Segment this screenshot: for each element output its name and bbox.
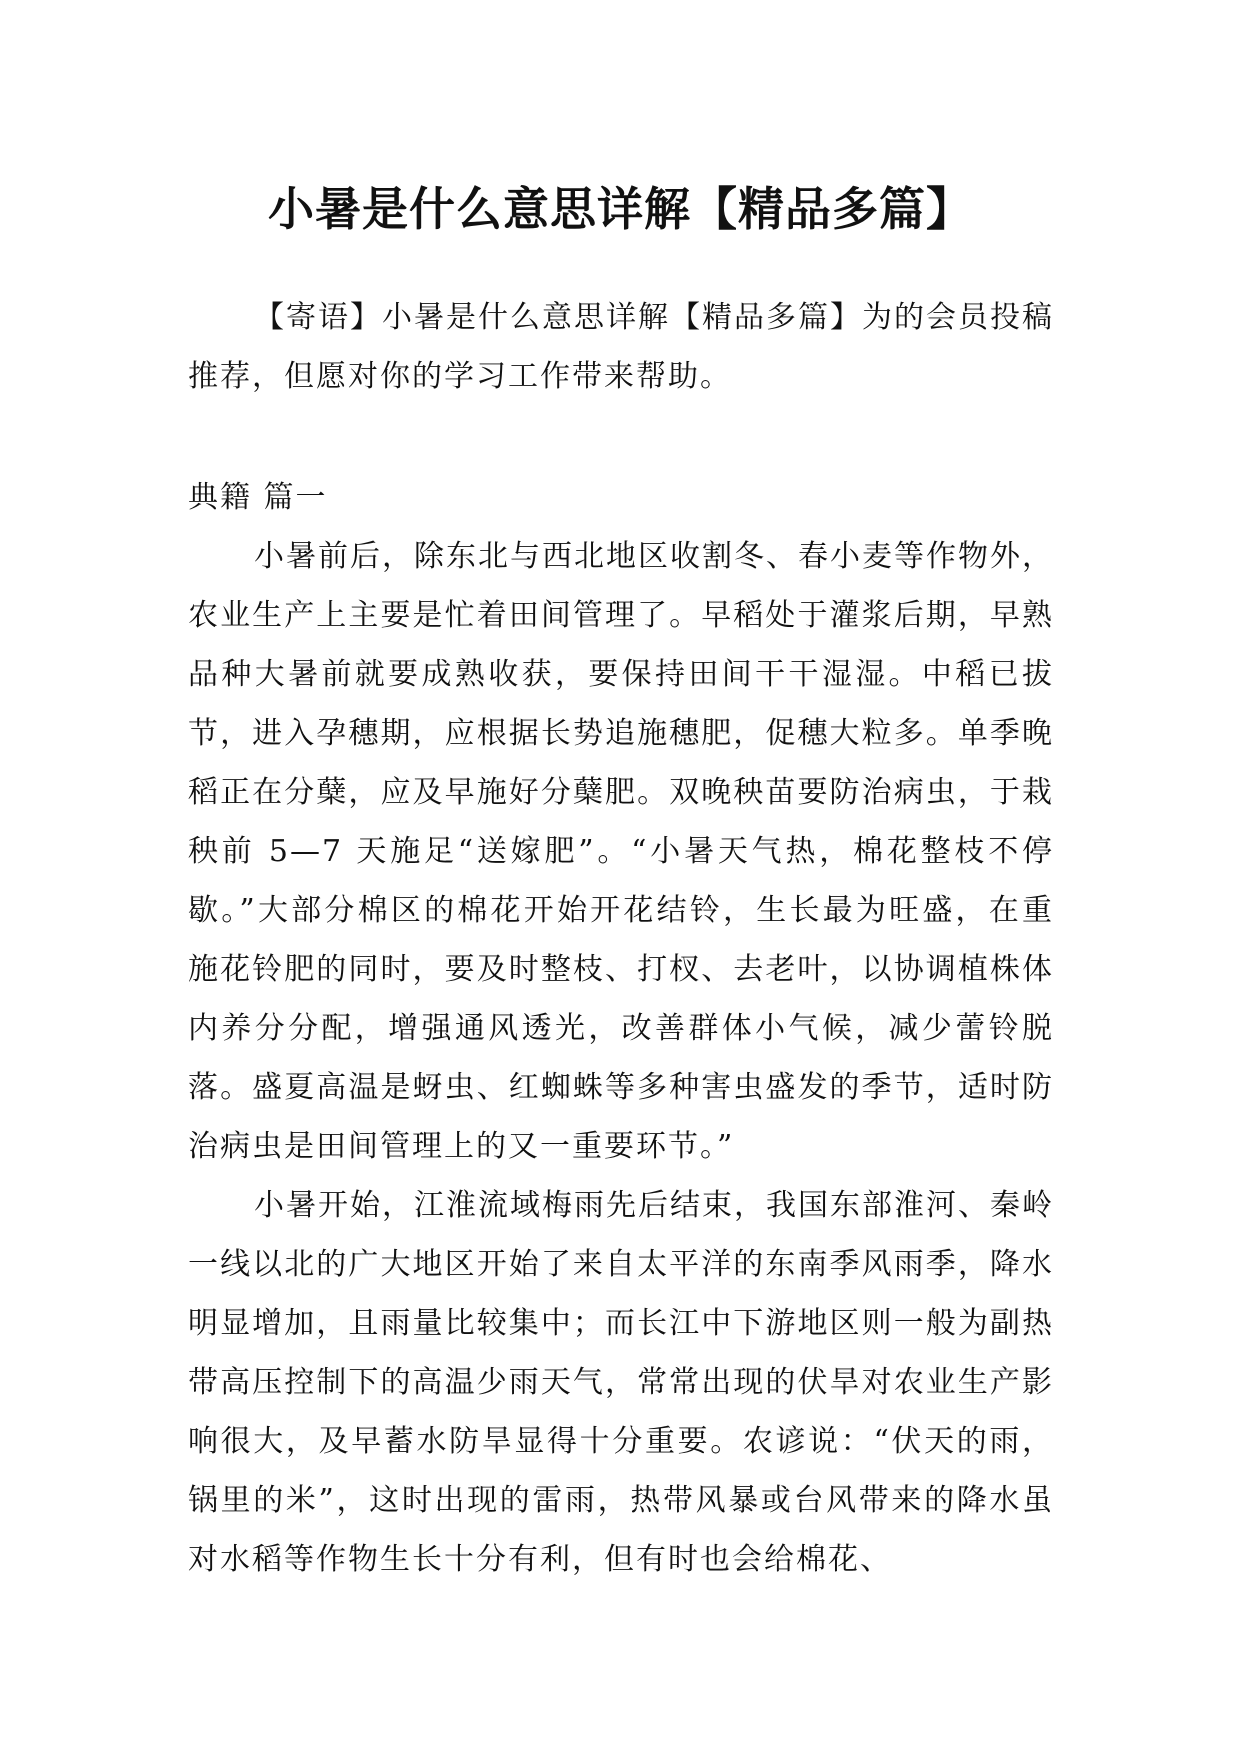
page-title: 小暑是什么意思详解【精品多篇】 (268, 181, 973, 236)
section-block (188, 468, 1054, 1589)
intro-paragraph: 【寄语】小暑是什么意思详解【精品多篇】为的会员投稿推荐，但愿对你的学习工作带来帮助。 (188, 300, 1054, 394)
section-heading: 典籍 篇一 (188, 480, 328, 515)
intro-block (188, 288, 1054, 406)
body-paragraph: 小暑开始，江淮流域梅雨先后结束，我国东部淮河、秦岭一线以北的广大地区开始了来自太平洋的东南季风雨季，降水明显增加，且雨量比较集中；而长江中下游地区则一般为副热带高压控制下的高温少雨天气，常常出现的伏旱对农业生产影响很大，及早蓄水防旱显得十分重要。农谚说：“伏天的雨，锅里的米”，这时出现的雷雨，热带风暴或台风带来的降水虽对水稻等作物生长十分有利，但有时也会给棉花、 (188, 1188, 1054, 1577)
body-paragraph: 小暑前后，除东北与西北地区收割冬、春小麦等作物外，农业生产上主要是忙着田间管理了。早稻处于灌浆后期，早熟品种大暑前就要成熟收获，要保持田间干干湿湿。中稻已拔节，进入孕穗期，应根据长势追施穗肥，促穗大粒多。单季晚稻正在分蘖，应及早施好分蘖肥。双晚秧苗要防治病虫，于栽秧前 5—7 天施足“送嫁肥”。“小暑天气热，棉花整枝不停歇。”大部分棉区的棉花开始开花结铃，生长最为旺盛，在重施花铃肥的同时，要及时整枝、打杈、去老叶，以协调植株体内养分分配，增强通风透光，改善群体小气候，减少蕾铃脱落。盛夏高温是蚜虫、红蜘蛛等多种害虫盛发的季节，适时防治病虫是田间管理上的又一重要环节。” (188, 539, 1054, 1164)
